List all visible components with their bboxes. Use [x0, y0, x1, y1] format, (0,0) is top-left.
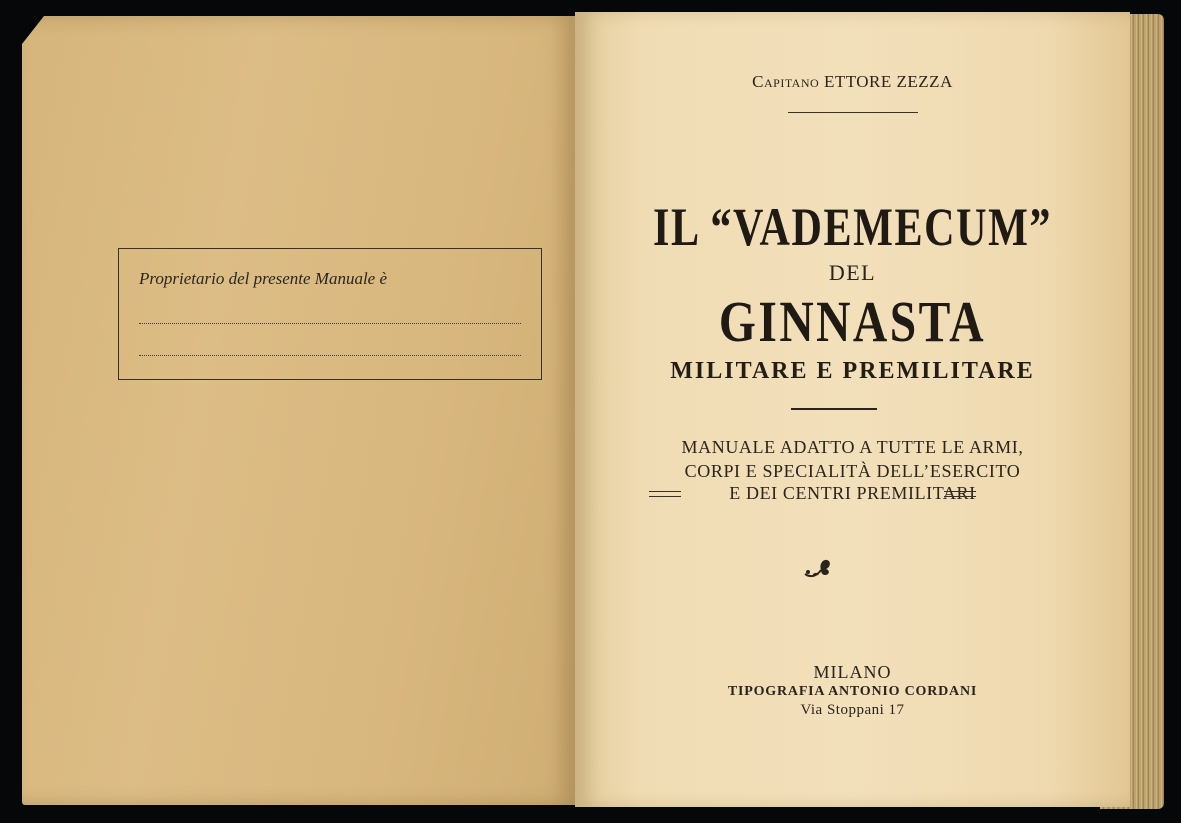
floral-ornament-icon	[803, 556, 833, 580]
double-rule-left	[649, 491, 681, 497]
double-rule-right	[944, 491, 976, 497]
owner-box	[118, 248, 542, 380]
title-ginnasta: GINNASTA	[718, 289, 987, 354]
title-vademecum: IL “VADEMECUM”	[652, 197, 1053, 257]
author-prefix: Capitano	[752, 72, 820, 91]
printer-name: TIPOGRAFIA ANTONIO CORDANI	[727, 684, 978, 699]
description-line-3: E DEI CENTRI PREMILITARI	[729, 483, 976, 503]
folded-corner	[22, 16, 44, 44]
title-page	[575, 12, 1130, 807]
owner-dotted-line-1	[139, 323, 521, 324]
description-line-1: MANUALE ADATTO A TUTTE LE ARMI,	[681, 437, 1024, 457]
title-rule	[791, 408, 877, 410]
publication-city: MILANO	[813, 662, 892, 682]
description-line-2: CORPI E SPECIALITÀ DELL’ESERCITO	[684, 461, 1021, 481]
title-del: DEL	[828, 260, 877, 285]
left-page	[22, 16, 575, 805]
author-line	[575, 72, 1130, 92]
author-rule	[788, 112, 918, 113]
author-name: ETTORE ZEZZA	[823, 72, 953, 91]
owner-label: Proprietario del presente Manuale è	[139, 269, 388, 288]
printer-address: Via Stoppani 17	[800, 702, 905, 718]
subtitle: MILITARE E PREMILITARE	[670, 358, 1035, 384]
owner-dotted-line-2	[139, 355, 521, 356]
